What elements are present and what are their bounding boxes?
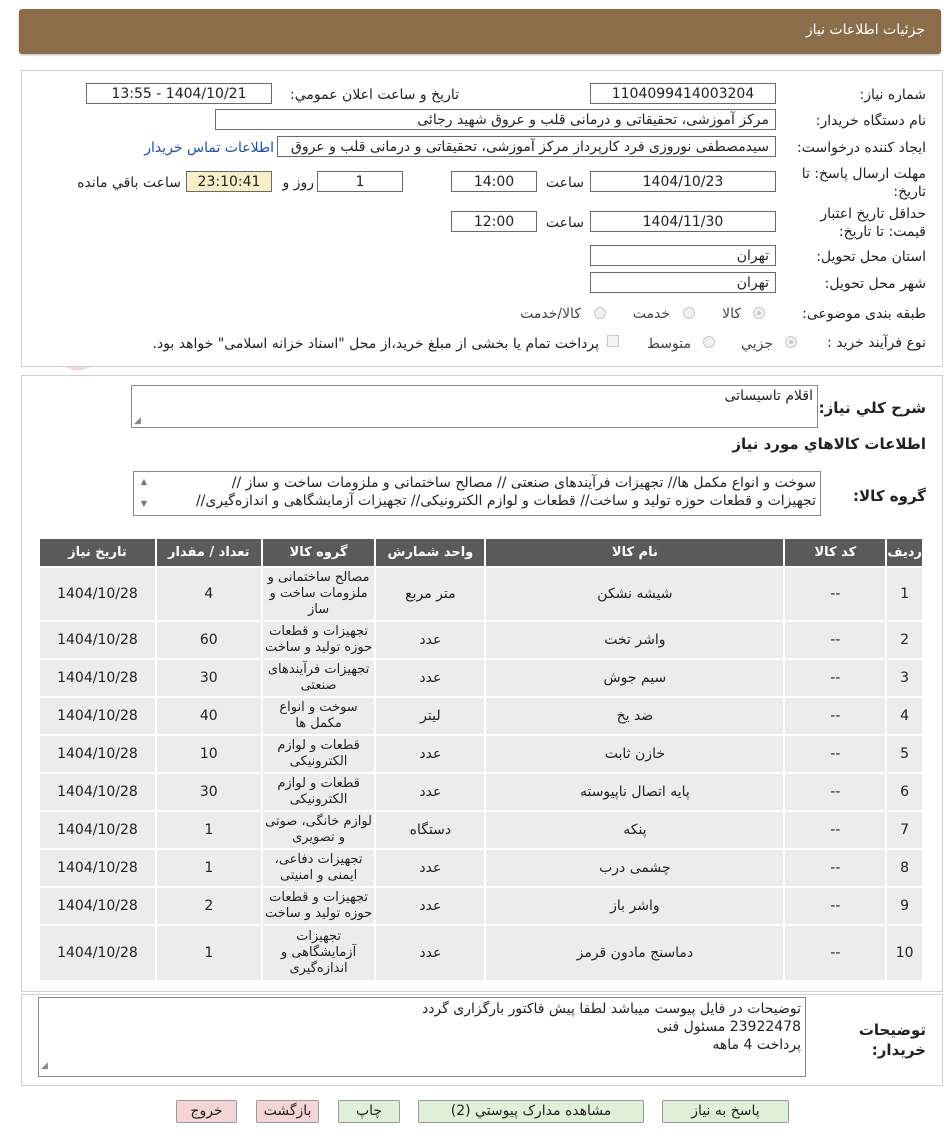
cell-unit: عدد bbox=[376, 736, 484, 772]
cell-quantity: 30 bbox=[157, 774, 261, 810]
table-row bbox=[40, 850, 922, 886]
cell-code: -- bbox=[785, 622, 885, 658]
category-goods-label: کالا bbox=[722, 306, 741, 322]
view-attachments-button[interactable]: مشاهده مدارک پیوستي (2) bbox=[418, 1100, 644, 1123]
days-field: 1 bbox=[317, 171, 403, 192]
category-both-label: کالا/خدمت bbox=[520, 306, 581, 322]
col-header-date: تاریخ نیاز bbox=[40, 539, 155, 566]
cell-row-number: 6 bbox=[887, 774, 922, 810]
cell-name: ضد یخ bbox=[486, 698, 783, 734]
cell-row-number: 5 bbox=[887, 736, 922, 772]
summary-textarea bbox=[131, 385, 818, 428]
respond-button[interactable]: پاسخ به نیاز bbox=[662, 1100, 789, 1123]
cell-group: تجهیزات آزمایشگاهی و اندازه‌گیری bbox=[263, 926, 375, 980]
cell-name: چشمی درب bbox=[486, 850, 783, 886]
table-row bbox=[40, 812, 922, 848]
cell-code: -- bbox=[785, 774, 885, 810]
process-small-label: جزیي bbox=[741, 336, 773, 352]
province-label: استان محل تحویل: bbox=[816, 249, 926, 265]
cell-code: -- bbox=[785, 812, 885, 848]
col-header-unit: واحد شمارش bbox=[376, 539, 484, 566]
cell-row-number: 8 bbox=[887, 850, 922, 886]
goods-group-label: گروه کالا: bbox=[853, 487, 926, 505]
col-header-code: کد کالا bbox=[785, 539, 885, 566]
process-label: نوع فرآیند خرید : bbox=[827, 335, 926, 351]
cell-group: تجهیزات دفاعی، ایمنی و امنیتی bbox=[263, 850, 375, 886]
cell-code: -- bbox=[785, 888, 885, 924]
cell-name: پنکه bbox=[486, 812, 783, 848]
cell-group: مصالح ساختمانی و ملزومات ساخت و ساز bbox=[263, 568, 375, 620]
col-header-quantity: تعداد / مقدار bbox=[157, 539, 261, 566]
requester-field: سیدمصطفی نوروزی فرد کارپرداز مرکز آموزشی، تحقیقاتی و درمانی قلب و عروق bbox=[277, 136, 776, 157]
category-service-label: خدمت bbox=[632, 306, 670, 322]
category-service-radio[interactable] bbox=[683, 307, 695, 319]
cell-date: 1404/10/28 bbox=[40, 698, 155, 734]
cell-row-number: 1 bbox=[887, 568, 922, 620]
cell-date: 1404/10/28 bbox=[40, 622, 155, 658]
validity-time-field: 12:00 bbox=[451, 211, 537, 232]
announce-date-label: تاریخ و ساعت اعلان عمومي: bbox=[290, 87, 459, 103]
cell-group: تجهیزات و قطعات حوزه تولید و ساخت bbox=[263, 622, 375, 658]
cell-date: 1404/10/28 bbox=[40, 568, 155, 620]
page-title: جزئیات اطلاعات نیاز bbox=[805, 22, 925, 38]
cell-code: -- bbox=[785, 568, 885, 620]
announce-date-field: 1404/10/21 - 13:55 bbox=[86, 83, 272, 104]
scroll-down-icon[interactable]: ▼ bbox=[140, 499, 148, 508]
cell-name: خازن ثابت bbox=[486, 736, 783, 772]
cell-unit: عدد bbox=[376, 660, 484, 696]
cell-date: 1404/10/28 bbox=[40, 888, 155, 924]
city-field: تهران bbox=[590, 272, 776, 293]
table-row bbox=[40, 622, 922, 658]
col-header-row-number: ردیف bbox=[887, 539, 922, 566]
table-row bbox=[40, 888, 922, 924]
cell-quantity: 30 bbox=[157, 660, 261, 696]
items-table bbox=[38, 537, 924, 982]
page-header bbox=[19, 9, 941, 54]
cell-name: شیشه نشکن bbox=[486, 568, 783, 620]
cell-row-number: 7 bbox=[887, 812, 922, 848]
cell-code: -- bbox=[785, 660, 885, 696]
summary-label: شرح کلي نیاز: bbox=[818, 399, 926, 417]
deadline-time-field: 14:00 bbox=[451, 171, 537, 192]
cell-row-number: 9 bbox=[887, 888, 922, 924]
cell-quantity: 40 bbox=[157, 698, 261, 734]
table-row bbox=[40, 698, 922, 734]
goods-info-title: اطلاعات کالاهاي مورد نیاز bbox=[732, 435, 926, 453]
cell-quantity: 4 bbox=[157, 568, 261, 620]
cell-row-number: 3 bbox=[887, 660, 922, 696]
province-field: تهران bbox=[590, 245, 776, 266]
cell-date: 1404/10/28 bbox=[40, 660, 155, 696]
items-table-wrapper bbox=[38, 537, 924, 993]
cell-date: 1404/10/28 bbox=[40, 926, 155, 980]
table-row bbox=[40, 774, 922, 810]
process-medium-radio[interactable] bbox=[703, 336, 715, 348]
cell-row-number: 4 bbox=[887, 698, 922, 734]
cell-row-number: 10 bbox=[887, 926, 922, 980]
cell-date: 1404/10/28 bbox=[40, 736, 155, 772]
goods-group-line-1: سوخت و انواع مکمل ها// تجهیزات فرآیندهای صنعتی // مصالح ساختمانی و ملزومات ساخت و ساز // bbox=[231, 475, 816, 491]
buyer-org-field: مرکز آموزشی، تحقیقاتی و درمانی قلب و عروق شهید رجائی bbox=[215, 109, 776, 130]
deadline-date-field: 1404/10/23 bbox=[590, 171, 776, 192]
goods-group-box bbox=[133, 471, 821, 516]
cell-name: دماسنج مادون قرمز bbox=[486, 926, 783, 980]
cell-unit: لیتر bbox=[376, 698, 484, 734]
cell-unit: متر مربع bbox=[376, 568, 484, 620]
table-header-row bbox=[40, 539, 922, 566]
buyer-notes-line-1: توضیحات در فایل پیوست میباشد لطفا پیش فاکتور بارگزاری گردد bbox=[421, 1001, 801, 1017]
cell-date: 1404/10/28 bbox=[40, 850, 155, 886]
need-number-field: 1104099414003204 bbox=[590, 83, 776, 104]
cell-quantity: 1 bbox=[157, 926, 261, 980]
cell-quantity: 2 bbox=[157, 888, 261, 924]
cell-unit: دستگاه bbox=[376, 812, 484, 848]
validity-label: حداقل تاریخ اعتبار قیمت: تا تاریخ: bbox=[820, 206, 926, 240]
goods-group-scrollbar[interactable] bbox=[138, 476, 150, 512]
cell-unit: عدد bbox=[376, 850, 484, 886]
cell-quantity: 1 bbox=[157, 850, 261, 886]
col-header-group: گروه کالا bbox=[263, 539, 375, 566]
table-row bbox=[40, 926, 922, 980]
cell-quantity: 10 bbox=[157, 736, 261, 772]
notes-resize-grip-icon[interactable]: ◢ bbox=[41, 1061, 48, 1071]
cell-name: واشر تخت bbox=[486, 622, 783, 658]
process-medium-label: متوسط bbox=[647, 336, 691, 352]
days-label: روز و bbox=[282, 175, 314, 191]
process-small-radio[interactable] bbox=[785, 336, 797, 348]
resize-grip-icon[interactable]: ◢ bbox=[134, 416, 141, 426]
city-label: شهر محل تحویل: bbox=[824, 276, 926, 292]
cell-date: 1404/10/28 bbox=[40, 812, 155, 848]
cell-name: واشر باز bbox=[486, 888, 783, 924]
cell-quantity: 1 bbox=[157, 812, 261, 848]
deadline-label: مهلت ارسال پاسخ: تا تاریخ: bbox=[801, 166, 926, 200]
requester-label: ایجاد کننده درخواست: bbox=[797, 140, 926, 156]
buyer-org-label: نام دستگاه خریدار: bbox=[815, 113, 926, 129]
col-header-name: نام کالا bbox=[486, 539, 783, 566]
category-label: طبقه بندی موضوعی: bbox=[802, 306, 926, 322]
remaining-time-field: 23:10:41 bbox=[186, 171, 272, 192]
cell-group: تجهیزات و قطعات حوزه تولید و ساخت bbox=[263, 888, 375, 924]
table-row bbox=[40, 660, 922, 696]
buyer-notes-textarea bbox=[38, 997, 806, 1077]
cell-code: -- bbox=[785, 736, 885, 772]
buyer-notes-label: توضیحات خریدار: bbox=[858, 1021, 926, 1059]
cell-group: سوخت و انواع مکمل ها bbox=[263, 698, 375, 734]
cell-name: سیم جوش bbox=[486, 660, 783, 696]
table-row bbox=[40, 568, 922, 620]
buyer-notes-line-2: 23922478 مسئول فنی bbox=[656, 1019, 801, 1035]
summary-value: اقلام تاسیساتی bbox=[724, 388, 813, 404]
exit-button[interactable]: خروج bbox=[176, 1100, 237, 1123]
deadline-time-label: ساعت bbox=[545, 175, 584, 191]
cell-date: 1404/10/28 bbox=[40, 774, 155, 810]
cell-unit: عدد bbox=[376, 774, 484, 810]
cell-name: پایه اتصال ناپیوسته bbox=[486, 774, 783, 810]
category-goods-radio[interactable] bbox=[753, 307, 765, 319]
table-row bbox=[40, 736, 922, 772]
cell-group: لوازم خانگی، صوتی و تصویری bbox=[263, 812, 375, 848]
cell-unit: عدد bbox=[376, 926, 484, 980]
scroll-up-icon[interactable]: ▲ bbox=[140, 477, 148, 486]
cell-row-number: 2 bbox=[887, 622, 922, 658]
category-both-radio[interactable] bbox=[594, 307, 606, 319]
validity-time-label: ساعت bbox=[545, 215, 584, 231]
print-button[interactable]: چاپ bbox=[338, 1100, 400, 1123]
cell-code: -- bbox=[785, 850, 885, 886]
cell-code: -- bbox=[785, 926, 885, 980]
cell-unit: عدد bbox=[376, 622, 484, 658]
cell-quantity: 60 bbox=[157, 622, 261, 658]
remaining-time-label: ساعت باقي مانده bbox=[77, 175, 181, 191]
cell-group: قطعات و لوازم الکترونیکی bbox=[263, 736, 375, 772]
goods-group-line-2: تجهیزات و قطعات حوزه تولید و ساخت// قطعات و لوازم الکترونیکی// تجهیزات آزمایشگاهی و اندازه‌گیری// bbox=[195, 493, 816, 509]
cell-code: -- bbox=[785, 698, 885, 734]
validity-date-field: 1404/11/30 bbox=[590, 211, 776, 232]
buyer-notes-line-3: پرداخت 4 ماهه bbox=[712, 1037, 801, 1053]
cell-unit: عدد bbox=[376, 888, 484, 924]
buyer-contact-link[interactable]: اطلاعات تماس خریدار bbox=[144, 140, 274, 156]
cell-group: قطعات و لوازم الکترونیکی bbox=[263, 774, 375, 810]
treasury-payment-note: پرداخت تمام یا بخشی از مبلغ خرید،از محل "اسناد خزانه اسلامی" خواهد بود. bbox=[152, 336, 599, 352]
back-button[interactable]: بازگشت bbox=[256, 1100, 319, 1123]
treasury-payment-checkbox[interactable] bbox=[607, 335, 619, 347]
cell-group: تجهیزات فرآیندهای صنعتی bbox=[263, 660, 375, 696]
need-number-label: شماره نیاز: bbox=[859, 87, 926, 103]
